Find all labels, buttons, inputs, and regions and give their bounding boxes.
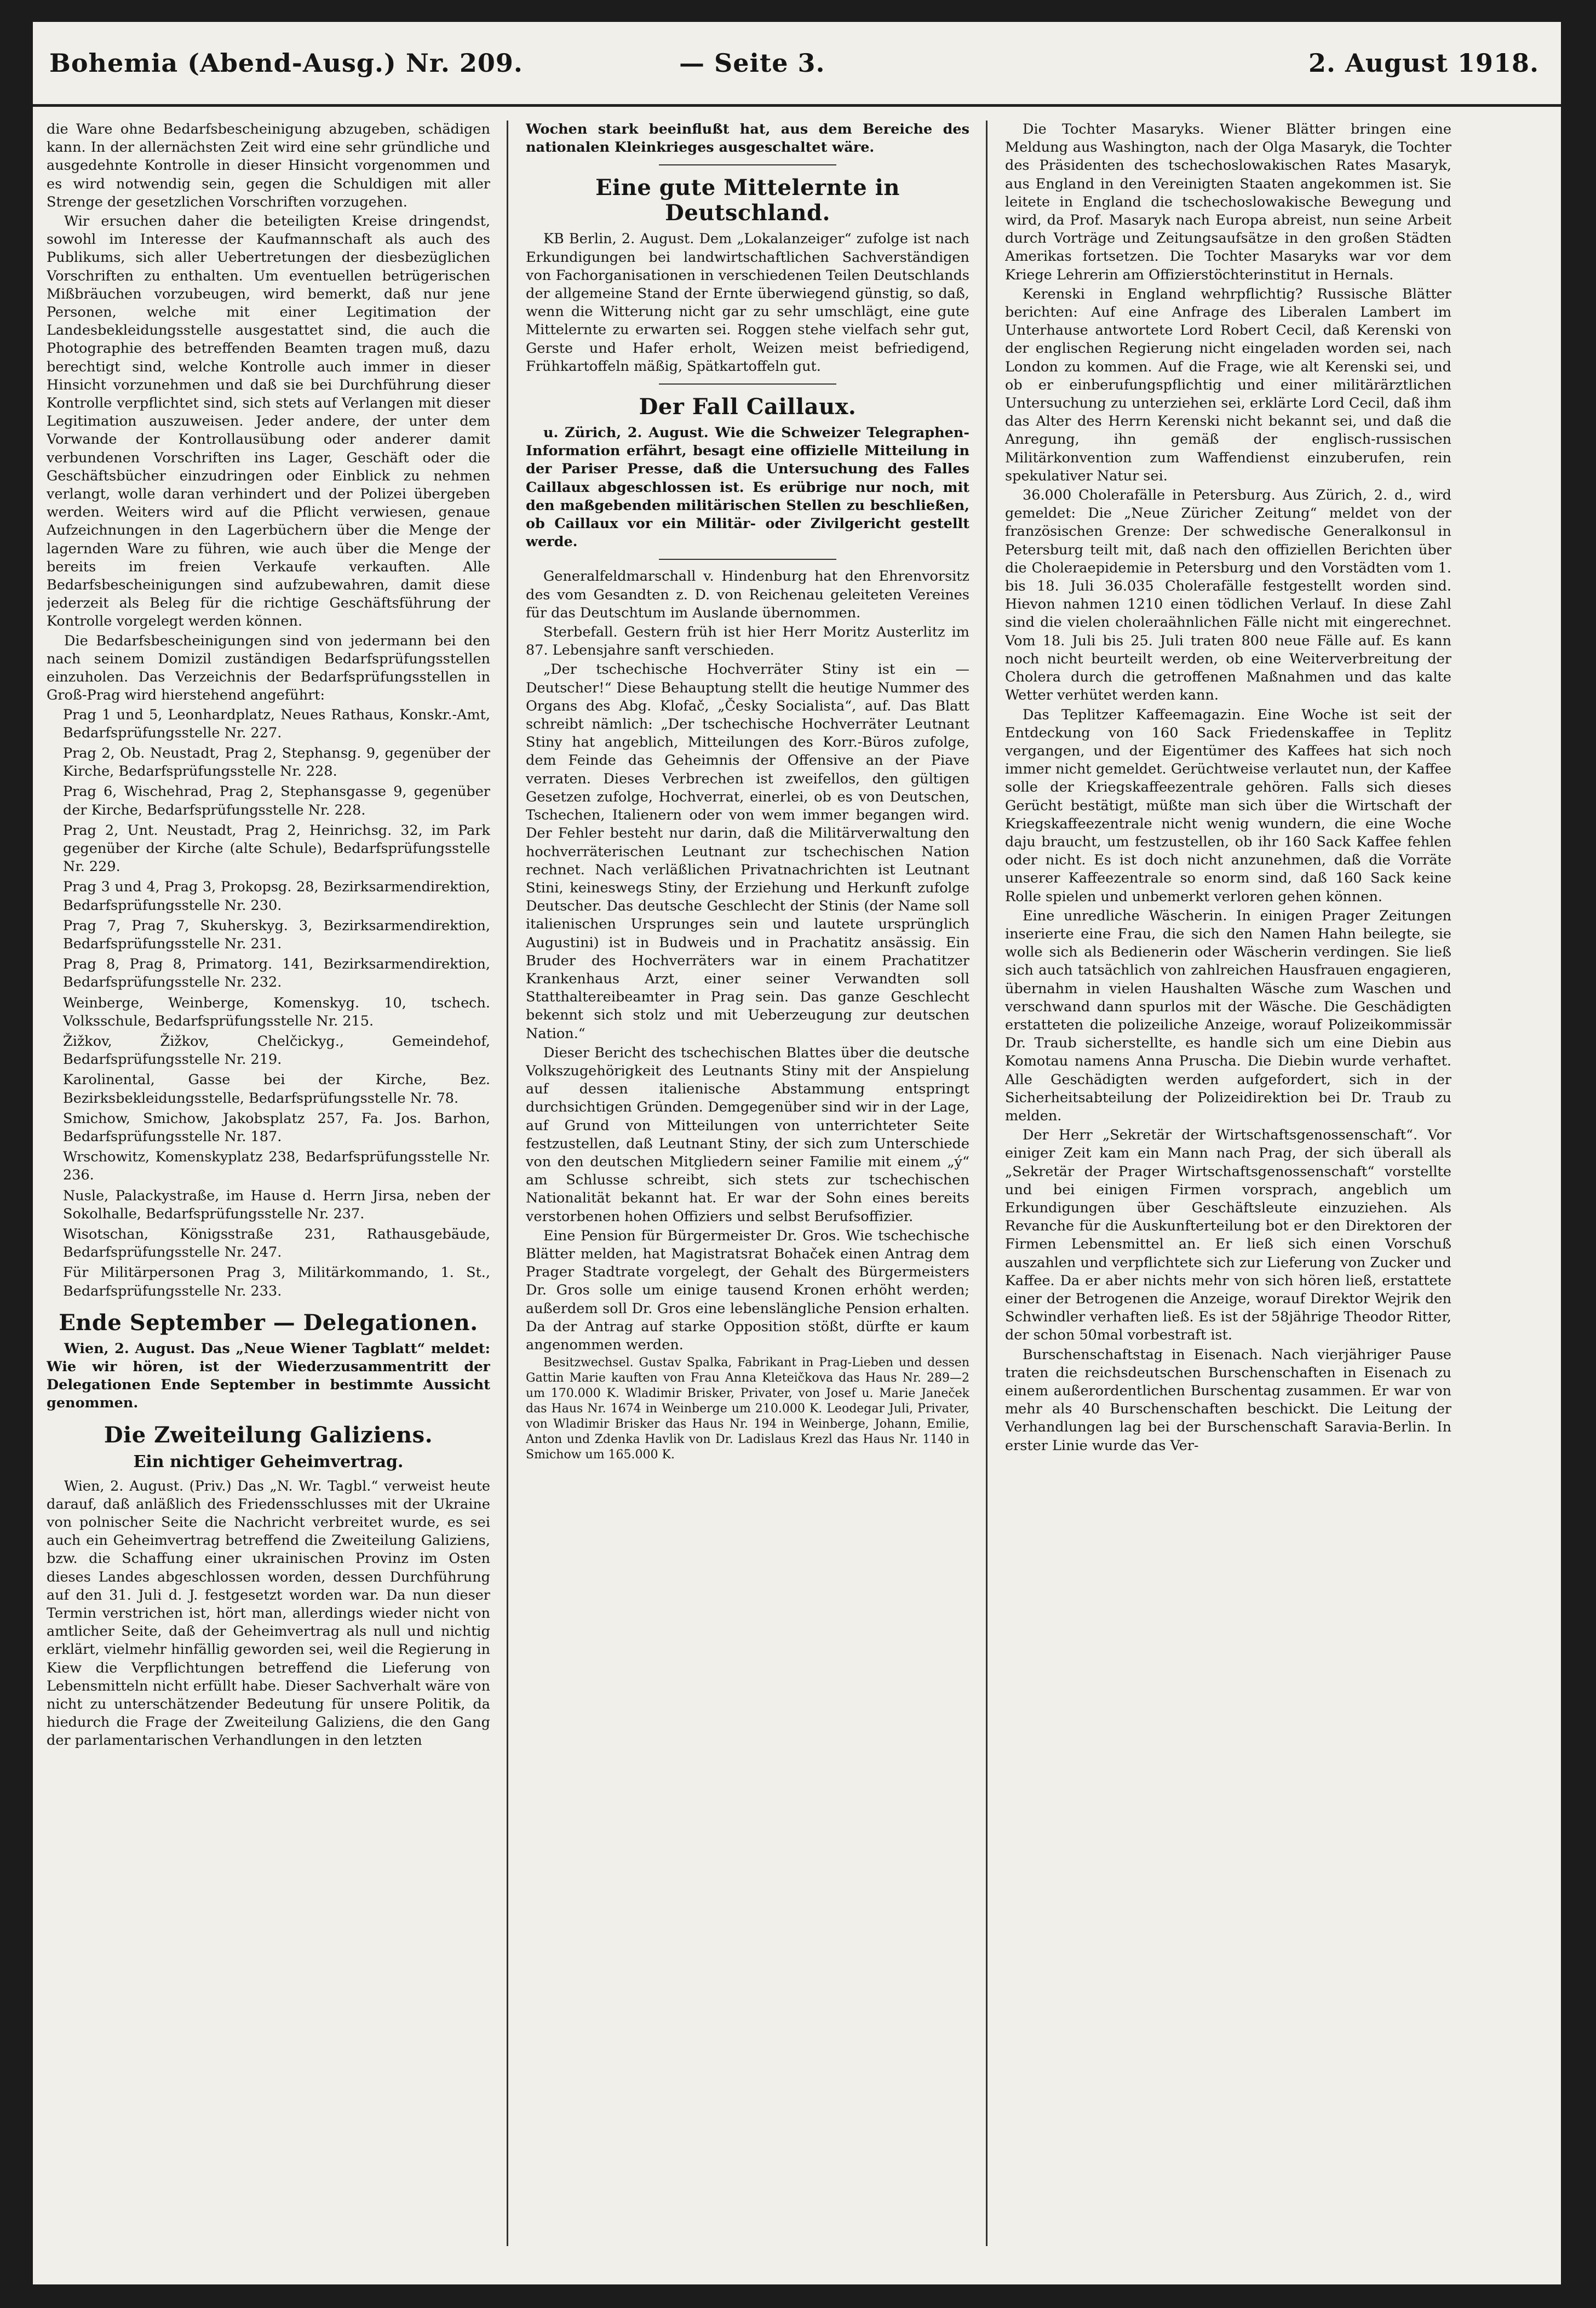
article-galizien: Wien, 2. August. (Priv.) Das „N. Wr. Tagbl.“ verweist heute darauf, daß anläßlich des Friedensschlusses mit der Ukraine von polnischer Seite die Nachricht verbreitet wurde, es sei auch ein Geheimvertrag betreffend die Zweiteilung Galiziens, bzw. die Schaffung einer ukrainischen Provinz im Osten dieses Landes abgeschlossen worden, dessen Durchführung auf den 31. Juli d. J. festgesetzt worden war. Da nun dieser Termin verstrichen ist, hört man, allerdings wieder nicht von amtlicher Seite, daß der Geheimvertrag als null und nichtig erklärt, vielmehr hinfällig geworden sei, weil die Regierung in Kiew die Verpflichtungen betreffend die Lieferung von Lebensmitteln nicht erfüllt habe. Dieser Sachverhalt wäre von nicht zu unterschätzender Bedeutung für unsere Politik, da hiedurch die Frage der Zweiteilung Galiziens, die den Gang der parlamentarischen Verhandlungen in den letzten (47, 1477, 490, 1749)
article-masaryk: Die Tochter Masaryks. Wiener Blätter bringen eine Meldung aus Washington, nach der Olga Masaryk, die Tochter des Präsidenten des tschechoslowakischen Rates Masaryk, aus England in den Vereinigten Staaten angekommen ist. Sie leitete in England die tschechoslowakische Bewegung und wird, da Prof. Masaryk nach Europa abreist, nun seine Arbeit durch Vorträge und Zeitungsaufsätze in den großen Städten Amerikas fortsetzen. Die Tochter Masaryks war vor dem Kriege Lehrerin am Offizierstöchterinstitut in Hernals. (1005, 121, 1451, 283)
article-kerenski: Kerenski in England wehrpflichtig? Russische Blätter berichten: Auf eine Anfrage des Liberalen Lambert im Unterhause antwortete Lord Robert Cecil, daß Kerenski von der englischen Regierung nicht eingeladen worden sei, nach London zu kommen. Auf die Frage, wie alt Kerenski sei, und ob er einberufungspflichtig und einer militärärztlichen Untersuchung zu unterziehen sei, erklärte Lord Cecil, daß ihm das Alter des Herrn Kerenski nicht bekannt sei, und daß die Anregung, ihn gemäß der englisch-russischen Militärkonvention zum Waffendienst einzuberufen, rein spekulativer Natur sei. (1005, 285, 1451, 484)
article-sterbefall: Sterbefall. Gestern früh ist hier Herr Moritz Austerlitz im 87. Lebensjahre sanft verschieden. (526, 624, 969, 659)
list-item: Prag 6, Wischehrad, Prag 2, Stephansgasse 9, gegenüber der Kirche, Bedarfsprüfungsstelle Nr. 228. (63, 783, 490, 818)
article-stiny-comment: Dieser Bericht des tschechischen Blattes über die deutsche Volkszugehörigkeit des Leutnants Stiny mit der Anspielung auf dessen italienische Abstammung entspringt durchsichtigen Gründen. Demgegenüber sind wir in der Lage, auf Grund von Mitteilungen von unterrichteter Seite festzustellen, daß Leutnant Stiny, der sich zum Unterschiede von den deutschen Mitgliedern seiner Familie mit einem „ý“ am Schlusse schreibt, sich stets zur tschechischen Nationalität bekannt hat. Er war der Sohn eines bereits verstorbenen hohen Offiziers und selbst Berufsoffizier. (526, 1044, 969, 1225)
list-item: Prag 2, Unt. Neustadt, Prag 2, Heinrichsg. 32, im Park gegenüber der Kirche (alte Schule), Bedarfsprüfungsstelle Nr. 229. (63, 822, 490, 875)
list-item: Žižkov, Žižkov, Chelčickyg., Gemeindehof, Bedarfsprüfungsstelle Nr. 219. (63, 1033, 490, 1068)
article-kaffee: Das Teplitzer Kaffeemagazin. Eine Woche ist seit der Entdeckung von 160 Sack Friedenskaffee in Teplitz vergangen, und der Eigentümer des Kaffees hat sich noch immer nicht gemeldet. Gerüchtweise verlautet nun, der Kaffee solle der Kriegskaffeezentrale gehören. Falls sich dieses Gerücht bestätigt, müßte man sich über die Wirtschaft der Kriegskaffeezentrale nicht wenig wundern, die eine Woche daju braucht, um festzustellen, ob ihr 160 Sack Kaffee fehlen oder nicht. Es ist doch nicht anzunehmen, daß die Vorräte unserer Kaffeezentrale so enorm sind, daß 160 Sack keine Rolle spielen und unbemerkt verloren gehen können. (1005, 706, 1451, 905)
column-rule-1 (507, 121, 508, 2246)
article-cholera: 36.000 Cholerafälle in Petersburg. Aus Zürich, 2. d., wird gemeldet: Die „Neue Züricher Zeitung“ meldet von der französischen Grenze: Der schwedische Generalkonsul in Petersburg teilt mit, daß nach den offiziellen Berichten über die Choleraepidemie in Petersburg und den Vorstädten vom 1. bis 18. Juli 36.035 Cholerafälle festgestellt worden sind. Hievon nahmen 1210 einen tödlichen Verlauf. In diese Zahl sind die vielen choleraähnlichen Fälle nicht mit eingerechnet. Vom 18. Juli bis 25. Juli traten 800 neue Fälle auf. Es kann noch nicht beurteilt werden, ob eine Weiterverbreitung der Cholera durch die getroffenen Maßnahmen und das kalte Wetter verhütet werden kann. (1005, 487, 1451, 704)
headline-galizien: Die Zweiteilung Galiziens. (104, 1422, 433, 1448)
article-sekretaer: Der Herr „Sekretär der Wirtschaftsgenossenschaft“. Vor einiger Zeit kam ein Mann nach Prag, der sich überall als „Sekretär der Prager Wirtschaftsgenossenschaft“ vorstellte und bei einigen Firmen vorsprach, angeblich um Erkundigungen über Geschäftsleute einzuziehen. Als Revanche für die Auskunfterteilung bot er den Direktoren der Firmen Lebensmittel an. Er ließ sich einen Vorschuß auszahlen und verpflichtete sich zur Lieferung von Zucker und Kaffee. Da er aber nichts mehr von sich hören ließ, erstattete einer der Betrogenen die Anzeige, worauf Direktor Wejrik den Schwindler verhaften ließ. Es ist der 58jährige Theodor Ritter, der schon 50mal vorbestraft ist. (1005, 1127, 1451, 1344)
article-continued-text: die Ware ohne Bedarfsbescheinigung abzugeben, schädigen kann. In der allernächsten Zeit wird eine sehr gründliche und ausgedehnte Kontrolle in dieser Hinsicht vorgenommen und es wird notwendig sein, gegen die Schuldigen mit aller Strenge der gesetzlichen Vorschriften vorzugehen. (47, 121, 490, 210)
separator (659, 164, 836, 165)
article-continued-text: Wochen stark beeinflußt hat, aus dem Bereiche des nationalen Kleinkrieges ausgeschaltet wäre. (526, 121, 969, 156)
list-item: Prag 7, Prag 7, Skuherskyg. 3, Bezirksarmendirektion, Bedarfsprüfungsstelle Nr. 231. (63, 917, 490, 952)
list-item: Prag 1 und 5, Leonhardplatz, Neues Rathaus, Konskr.-Amt, Bedarfsprüfungsstelle Nr. 227. (63, 706, 490, 741)
article-hindenburg: Generalfeldmarschall v. Hindenburg hat den Ehrenvorsitz des vom Gesandten z. D. von Reichenau geleiteten Vereines für das Deutschtum im Auslande übernommen. (526, 568, 969, 621)
article-waescherin: Eine unredliche Wäscherin. In einigen Prager Zeitungen inserierte eine Frau, die sich den Namen Hahn beilegte, sie wolle sich als Bedienerin oder Wäscherin verdingen. Sie ließ sich auch tatsächlich von zahlreichen Hausfrauen engagieren, übernahm in vielen Haushalten Wäsche zum Waschen und verschwand dann spurlos mit der Wäsche. Die Geschädigten erstatteten die polizeiliche Anzeige, worauf Polizeikommissär Dr. Traub sicherstellte, es handle sich um eine Diebin aus Komotau namens Anna Pruscha. Die Diebin wurde verhaftet. Alle Geschädigten werden aufgefordert, sich in der Sicherheitsabteilung der Polizeidirektion bei Dr. Traub zu melden. (1005, 907, 1451, 1124)
list-item: Karolinental, Gasse bei der Kirche, Bez. Bezirksbekleidungsstelle, Bedarfsprüfungsstelle Nr. 78. (63, 1072, 490, 1107)
article-delegationen: Wien, 2. August. Das „Neue Wiener Tagblatt“ meldet: Wie wir hören, ist der Wiederzusammentritt der Delegationen Ende September in bestimmte Aussicht genommen. (47, 1340, 490, 1412)
headline-ernte: Eine gute Mittelernte in Deutschland. (595, 175, 900, 226)
separator (659, 383, 836, 385)
page-header (33, 22, 1561, 107)
article-pension: Eine Pension für Bürgermeister Dr. Gros. Wie tschechische Blätter melden, hat Magistratsrat Bohaček einen Antrag dem Prager Stadtrate vorgelegt, der Gehalt des Bürgermeisters Dr. Gros solle um einige tausend Kronen erhöht werden; außerdem soll Dr. Gros eine lebenslängliche Pension erhalten. Da der Antrag auf starke Opposition stößt, dürfte er kaum angenommen werden. (526, 1227, 969, 1353)
article-paragraph: Die Bedarfsbescheinigungen sind von jedermann bei den nach seinem Domizil zuständigen Bedarfsprüfungsstellen einzuholen. Das Verzeichnis der Bedarfsprüfungsstellen in Groß-Prag wird hierstehend angeführt: (47, 632, 490, 704)
list-item: Wrschowitz, Komenskyplatz 238, Bedarfsprüfungsstelle Nr. 236. (63, 1149, 490, 1184)
article-stiny-quote: „Der tschechische Hochverräter Stiny ist ein — Deutscher!“ Diese Behauptung stellt die heutige Nummer des Organs des Abg. Klofač, „Česky Socialista“, auf. Das Blatt schreibt nämlich: „Der tschechische Hochverräter Leutnant Stiny hat angeblich, Mitteilungen des Korr.-Büros zufolge, dem Feinde das Geheimnis der Offensive an der Piave verraten. Dieses Verbrechen ist zweifellos, den gültigen Gesetzen zufolge, Hochverrat, einerlei, ob es von Deutschen, Tschechen, Italienern oder von wem immer begangen wird. Der Fehler besteht nur darin, daß die Militärverwaltung den hochverräterischen Leutnant zur tschechischen Nation rechnet. Nach verläßlichen Privatnachrichten ist Leutnant Stini, keineswegs Stiny, der Erziehung und Herkunft zufolge Deutscher. Das deutsche Geschlecht der Stinis (der Name soll italienischen Ursprunges sein und lautete ursprünglich Augustini) ist in Budweis und in Prachatitz ansässig. Ein Bruder des Hochverräters war in einem Prachatitzer Krankenhaus Arzt, einer seiner Verwandten soll Statthaltereibeamter in Prag sein. Das ganze Geschlecht bekennt sich stolz und mit Ueberzeugung zur deutschen Nation.“ (526, 661, 969, 1042)
list-item: Prag 3 und 4, Prag 3, Prokopsg. 28, Bezirksarmendirektion, Bedarfsprüfungsstelle Nr. 230. (63, 879, 490, 914)
headline-delegationen: Ende September — Delegationen. (59, 1309, 478, 1336)
column-rule-2 (986, 121, 988, 2246)
column-3 (1005, 121, 1451, 2257)
page-number: — Seite 3. (679, 48, 825, 78)
article-caillaux: u. Zürich, 2. August. Wie die Schweizer Telegraphen-Information erfährt, besagt eine offizielle Mitteilung in der Pariser Presse, daß die Untersuchung des Falles Caillaux abgeschlossen ist. Es erübrige nur noch, mit den maßgebenden militärischen Stellen zu beschließen, ob Caillaux vor ein Militär- oder Zivilgericht gestellt werde. (526, 425, 969, 551)
headline-caillaux: Der Fall Caillaux. (639, 394, 857, 420)
list-item: Für Militärpersonen Prag 3, Militärkommando, 1. St., Bedarfsprüfungsstelle Nr. 233. (63, 1264, 490, 1299)
list-item: Nusle, Palackystraße, im Hause d. Herrn Jirsa, neben der Sokolhalle, Bedarfsprüfungsstelle Nr. 237. (63, 1187, 490, 1222)
newspaper-page (33, 22, 1561, 2284)
list-item: Wisotschan, Königsstraße 231, Rathausgebäude, Bedarfsprüfungsstelle Nr. 247. (63, 1225, 490, 1261)
list-item: Prag 2, Ob. Neustadt, Prag 2, Stephansg. 9, gegenüber der Kirche, Bedarfsprüfungsstelle Nr. 228. (63, 744, 490, 780)
list-item: Weinberge, Weinberge, Komenskyg. 10, tschech. Volksschule, Bedarfsprüfungsstelle Nr. 215. (63, 994, 490, 1029)
column-2 (526, 121, 969, 2257)
article-burschenschaft: Burschenschaftstag in Eisenach. Nach vierjähriger Pause traten die reichsdeutschen Burschenschaften in Eisenach zu einem außerordentlichen Burschentag zusammen. Er war von mehr als 40 Burschenschaften beschickt. Die Leitung der Verhandlungen lag bei der Burschenschaft Saravia-Berlin. In erster Linie wurde das Ver- (1005, 1346, 1451, 1454)
list-item: Prag 8, Prag 8, Primatorg. 141, Bezirksarmendirektion, Bedarfsprüfungsstelle Nr. 232. (63, 956, 490, 991)
office-list (47, 706, 490, 1301)
article-ernte: KB Berlin, 2. August. Dem „Lokalanzeiger“ zufolge ist nach Erkundigungen bei landwirtschaftlichen Sachverständigen von Fachorganisationen in verschiedenen Teilen Deutschlands der allgemeine Stand der Ernte überwiegend günstig, so daß, wenn die Witterung nicht gar zu sehr umschlägt, eine gute Mittelernte zu erwarten sei. Roggen stehe vielfach sehr gut, Gerste und Hafer erholt, Weizen meist befriedigend, Frühkartoffeln mäßig, Spätkartoffeln gut. (526, 231, 969, 375)
separator (659, 559, 836, 560)
article-paragraph: Wir ersuchen daher die beteiligten Kreise dringendst, sowohl im Interesse der Kaufmannschaft als auch des Publikums, sich aller Uebertretungen der diesbezüglichen Vorschriften zu enthalten. Um eventuellen betrügerischen Mißbräuchen vorzubeugen, wird bemerkt, daß nur jene Personen, welche mit einer Legitimation der Landesbekleidungsstelle ausgestattet sind, die auch die Photographie des betreffenden Beamten tragen muß, dazu berechtigt sind, welche Kontrolle auch immer in dieser Hinsicht vorzunehmen und daß sie bei Durchführung dieser Kontrolle verpflichtet sind, sich stets auf Verlangen mit dieser Legitimation auszuweisen. Jeder andere, der unter dem Vorwande der Kontrollausübung oder anderer damit verbundenen Vorschriften ins Lager, Geschäft oder die Geschäftsbücher einzudringen oder Einblick zu nehmen verlangt, wolle daran verhindert und der Polizei übergeben werden. Weiters wird auf die Pflicht verwiesen, genaue Aufzeichnungen in den Lagerbüchern über die Menge der lagernden Ware zu führen, wie auch über die Menge der bereits im freien Verkaufe verkauften. Alle Bedarfsbescheinigungen sind aufzubewahren, damit diese jederzeit als Beleg für die richtige Geschäftsführung der Kontrolle vorgelegt werden können. (47, 213, 490, 630)
issue-date: 2. August 1918. (1308, 48, 1539, 78)
list-item: Smichow, Smichow, Jakobsplatz 257, Fa. Jos. Barhon, Bedarfsprüfungsstelle Nr. 187. (63, 1110, 490, 1145)
subheadline-galizien: Ein nichtiger Geheimvertrag. (133, 1452, 404, 1471)
masthead-issue: Bohemia (Abend-Ausg.) Nr. 209. (49, 48, 523, 78)
article-besitzwechsel: Besitzwechsel. Gustav Spalka, Fabrikant in Prag-Lieben und dessen Gattin Marie kauften von Frau Anna Kleteičkova das Haus Nr. 289—2 um 170.000 K. Wladimir Brisker, Privater, von Josef u. Marie Janeček das Haus Nr. 1674 in Weinberge um 210.000 K. Leodegar Juli, Privater, von Wladimir Brisker das Haus Nr. 194 in Weinberge, Johann, Emilie, Anton und Zdenka Havlik von Dr. Ladislaus Krezl das Haus Nr. 1140 in Smichow um 165.000 K. (526, 1356, 969, 1462)
column-1 (47, 121, 490, 2257)
